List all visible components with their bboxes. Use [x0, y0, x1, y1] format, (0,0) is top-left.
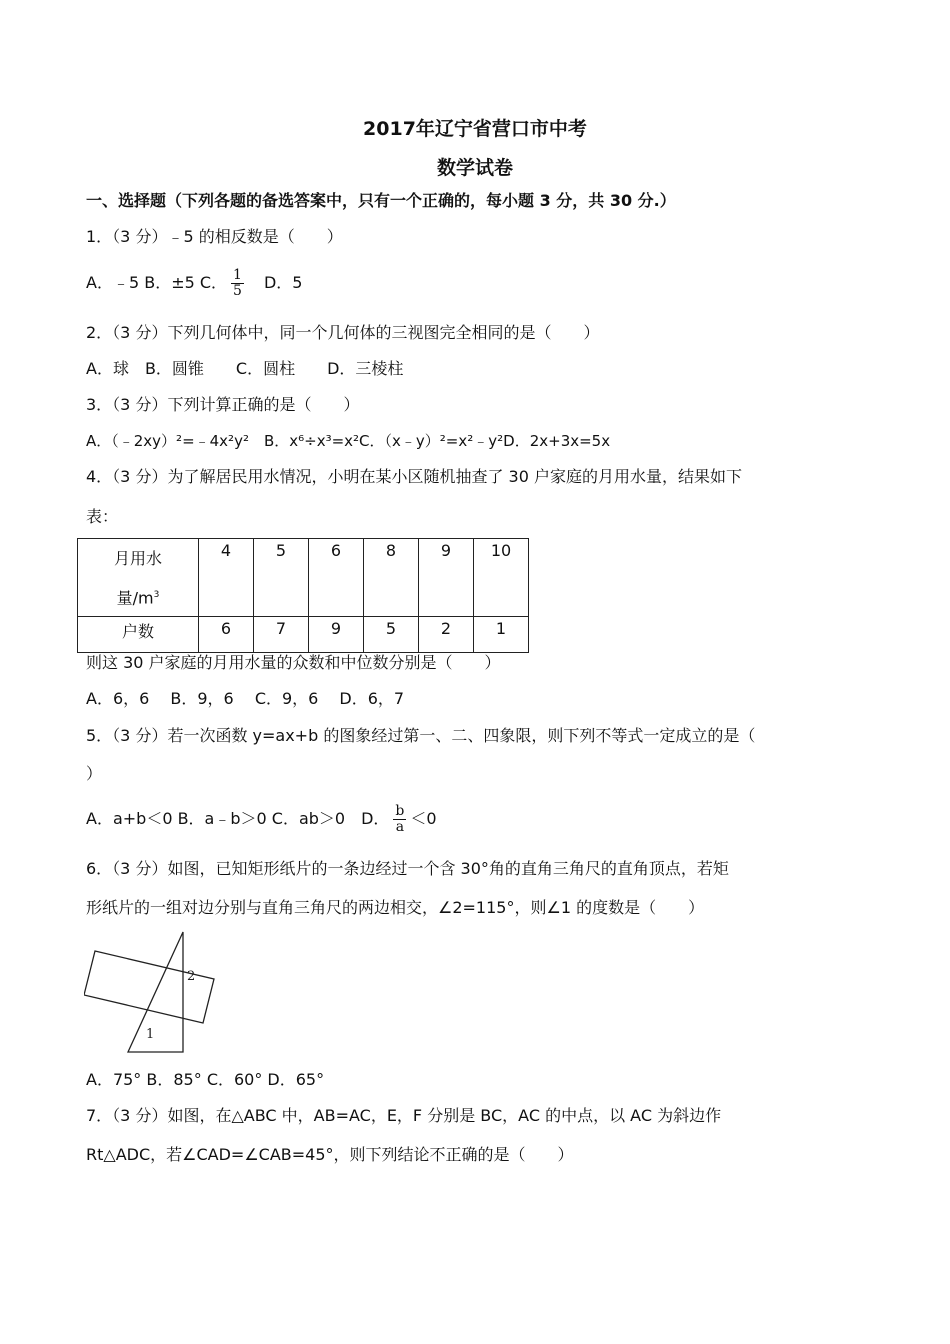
- q5-stem-cont: ）: [86, 764, 103, 783]
- q3-stem: 3．（3 分）下列计算正确的是（ ）: [86, 395, 360, 414]
- q6-stem-cont: 形纸片的一组对边分别与直角三角尺的两边相交，∠2=115°，则∠1 的度数是（ ）: [86, 898, 705, 917]
- exam-title: 2017年辽宁省营口市中考: [363, 118, 587, 140]
- q4-stem-cont: 表：: [86, 507, 119, 526]
- table-row: [78, 617, 529, 653]
- q6-options: A．75° B．85° C．60° D．65°: [86, 1070, 325, 1089]
- q2-options: A．球 B．圆锥 C．圆柱 D．三棱柱: [86, 359, 404, 378]
- q2-stem: 2．（3 分）下列几何体中，同一个几何体的三视图完全相同的是（ ）: [86, 323, 600, 342]
- table-cell: 2: [419, 617, 474, 653]
- q1-frac-num: 1: [233, 267, 242, 283]
- right-triangle-ruler-shape: [128, 932, 183, 1052]
- q7-stem-cont: Rt△ADC，若∠CAD=∠CAB=45°，则下列结论不正确的是（ ）: [86, 1145, 574, 1164]
- table-cell: 4: [199, 539, 254, 617]
- q1-fraction: [231, 268, 244, 299]
- table-cell: 6: [199, 617, 254, 653]
- section-heading: 一、选择题（下列各题的备选答案中，只有一个正确的，每小题 3 分，共 30 分.）: [86, 191, 676, 210]
- usage-label-line1: 月用水: [113, 549, 162, 568]
- angle-label-1: 1: [146, 1027, 155, 1042]
- q4-stem: 4．（3 分）为了解居民用水情况，小明在某小区随机抽查了 30 户家庭的月用水量，结果如下: [86, 467, 742, 486]
- table-header-usage: [78, 539, 199, 617]
- q5-options: [86, 804, 437, 835]
- table-cell: 1: [474, 617, 529, 653]
- usage-label-sup: 3: [153, 590, 160, 600]
- q3-options: A．（﹣2xy）²=﹣4x²y² B．x⁶÷x³=x²C．（x﹣y）²=x²﹣y²D．2x+3x=5x: [86, 432, 611, 450]
- exam-subtitle: 数学试卷: [436, 157, 513, 179]
- table-header-households: 户数: [78, 617, 199, 653]
- q6-stem: 6．（3 分）如图，已知矩形纸片的一条边经过一个含 30°角的直角三角尺的直角顶点，若矩: [86, 859, 729, 878]
- table-cell: 9: [309, 617, 364, 653]
- table-cell: 10: [474, 539, 529, 617]
- q5-frac-num: b: [395, 803, 405, 819]
- table-row: [78, 539, 529, 617]
- q1-frac-den: 5: [233, 283, 242, 299]
- q1-options-abc: A．﹣5 B．±5 C．: [86, 273, 228, 292]
- usage-label-line2: 量/m: [116, 588, 154, 608]
- table-cell: 5: [254, 539, 309, 617]
- table-cell: 7: [254, 617, 309, 653]
- table-cell: 8: [364, 539, 419, 617]
- rectangle-paper-shape: [84, 951, 214, 1023]
- table-cell: 9: [419, 539, 474, 617]
- q5-fraction: [393, 804, 406, 835]
- q5-options-abc: A．a+b＜0 B．a﹣b＞0 C．ab＞0 D．: [86, 809, 390, 828]
- q5-stem: 5．（3 分）若一次函数 y=ax+b 的图象经过第一、二、四象限，则下列不等式一定成立的是（: [86, 726, 756, 745]
- table-cell: 6: [309, 539, 364, 617]
- q1-options: [86, 268, 303, 299]
- q5-frac-den: a: [395, 819, 405, 835]
- water-usage-table: [77, 538, 529, 653]
- q4-after-table: 则这 30 户家庭的月用水量的众数和中位数分别是（ ）: [86, 653, 501, 672]
- q1-stem: 1．（3 分）﹣5 的相反数是（ ）: [86, 227, 343, 246]
- angle-label-2: 2: [187, 969, 196, 984]
- table-cell: 5: [364, 617, 419, 653]
- q4-options: A．6，6 B．9，6 C．9，6 D．6，7: [86, 689, 405, 708]
- q7-stem: 7．（3 分）如图，在△ABC 中，AB=AC，E，F 分别是 BC，AC 的中点，以 AC 为斜边作: [86, 1106, 722, 1125]
- q5-frac-after: ＜0: [410, 809, 437, 828]
- triangle-rectangle-figure: [84, 928, 218, 1056]
- q1-option-d: D．5: [263, 273, 303, 292]
